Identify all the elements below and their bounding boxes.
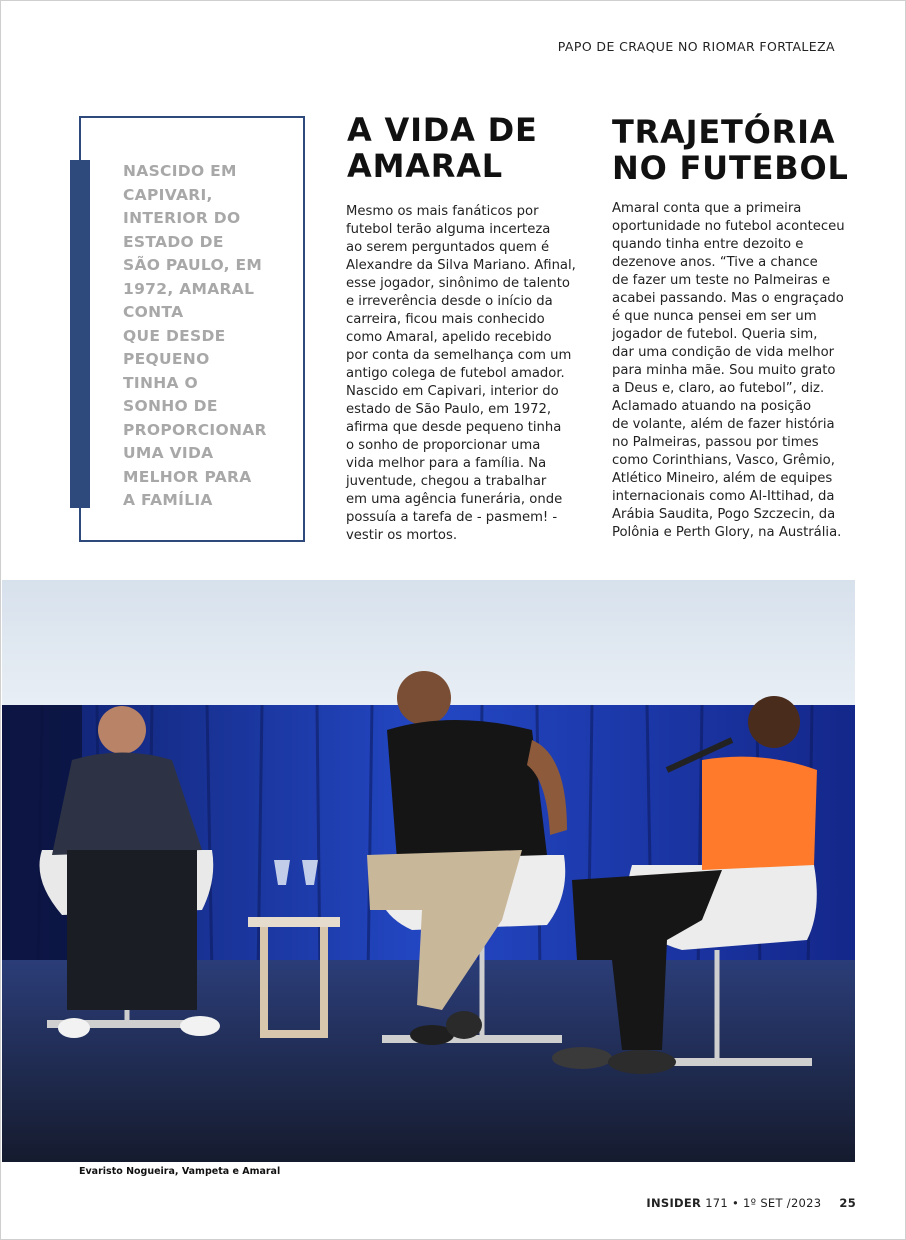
body-line: Aclamado atuando na posição [612, 399, 812, 414]
body-line: dar uma condição de vida melhor [612, 345, 835, 360]
body-line: por conta da semelhança com um [346, 348, 572, 363]
body-line: a Deus e, claro, ao futebol”, diz. [612, 381, 825, 396]
pull-quote-line: UMA VIDA [123, 444, 214, 462]
body-line: estado de São Paulo, em 1972, [346, 402, 552, 417]
pull-quote-line: SONHO DE [123, 397, 218, 415]
stage-photo [2, 580, 855, 1162]
body-line: e irreverência desde o início da [346, 294, 553, 309]
body-line: futebol terão alguma incerteza [346, 222, 551, 237]
body-line: internacionais como Al-Ittihad, da [612, 489, 835, 504]
body-line: acabei passando. Mas o engraçado [612, 291, 844, 306]
body-text-column-1 [346, 203, 586, 545]
section-title-trajetoria-no-futebol [612, 114, 849, 186]
pull-quote-line: ESTADO DE [123, 232, 224, 251]
body-line: Arábia Saudita, Pogo Szczecin, da [612, 507, 836, 522]
pull-quote-line: CAPIVARI, [123, 185, 213, 204]
body-line: esse jogador, sinônimo de talento [346, 276, 570, 291]
body-line: vestir os mortos. [346, 528, 458, 543]
body-line: juventude, chegou a trabalhar [346, 474, 547, 489]
running-head: PAPO DE CRAQUE NO RIOMAR FORTALEZA [557, 39, 835, 54]
body-line: é que nunca pensei em ser um [612, 309, 817, 324]
title-line: TRAJETÓRIA [612, 113, 836, 151]
body-line: carreira, ficou mais conhecido [346, 312, 545, 327]
body-line: como Corinthians, Vasco, Grêmio, [612, 453, 835, 468]
magazine-name: INSIDER [646, 1196, 702, 1210]
body-line: Nascido em Capivari, interior do [346, 384, 559, 399]
body-line: afirma que desde pequeno tinha [346, 420, 562, 435]
body-line: para minha mãe. Sou muito grato [612, 363, 836, 378]
body-line: possuía a tarefa de - pasmem! - [346, 510, 558, 525]
body-line: ao serem perguntados quem é [346, 240, 550, 255]
page-footer [646, 1196, 856, 1210]
title-line: AMARAL [347, 147, 503, 185]
pull-quote-line: INTERIOR DO [123, 209, 241, 227]
body-line: dezenove anos. “Tive a chance [612, 255, 818, 270]
body-line: quando tinha entre dezoito e [612, 237, 804, 252]
body-line: de fazer um teste no Palmeiras e [612, 273, 831, 288]
pull-quote-line: NASCIDO EM [123, 162, 237, 180]
body-line: Mesmo os mais fanáticos por [346, 204, 539, 219]
body-line: de volante, além de fazer história [612, 417, 835, 432]
body-line: Alexandre da Silva Mariano. Afinal, [346, 258, 576, 273]
page-number: 25 [839, 1196, 856, 1210]
pull-quote-line: PROPORCIONAR [123, 420, 267, 439]
pull-quote [123, 160, 283, 513]
body-line: Polônia e Perth Glory, na Austrália. [612, 525, 842, 540]
body-line: como Amaral, apelido recebido [346, 330, 552, 345]
pull-quote-line: 1972, AMARAL [123, 279, 255, 298]
pull-quote-line: PEQUENO [123, 350, 210, 368]
body-text-column-2 [612, 200, 852, 542]
issue-info: 171 • 1º SET /2023 [705, 1196, 822, 1210]
pull-quote-line: A FAMÍLIA [123, 491, 213, 509]
pull-quote-line: SÃO PAULO, EM [123, 256, 263, 274]
photo-caption: Evaristo Nogueira, Vampeta e Amaral [79, 1166, 281, 1177]
body-line: o sonho de proporcionar uma [346, 438, 541, 453]
body-line: em uma agência funerária, onde [346, 492, 563, 507]
pull-quote-line: CONTA [123, 303, 184, 321]
section-title-a-vida-de-amaral [347, 112, 538, 184]
body-line: oportunidade no futebol aconteceu [612, 219, 845, 234]
title-line: A VIDA DE [347, 111, 538, 149]
body-line: jogador de futebol. Queria sim, [612, 327, 818, 342]
body-line: Amaral conta que a primeira [612, 201, 802, 216]
body-line: no Palmeiras, passou por times [612, 435, 819, 450]
pull-quote-accent-bar [70, 160, 90, 508]
pull-quote-line: TINHA O [123, 373, 198, 392]
title-line: NO FUTEBOL [612, 149, 849, 187]
pull-quote-line: MELHOR PARA [123, 467, 252, 486]
body-line: antigo colega de futebol amador. [346, 366, 565, 381]
body-line: Atlético Mineiro, além de equipes [612, 471, 833, 486]
body-line: vida melhor para a família. Na [346, 456, 547, 471]
pull-quote-line: QUE DESDE [123, 326, 226, 345]
